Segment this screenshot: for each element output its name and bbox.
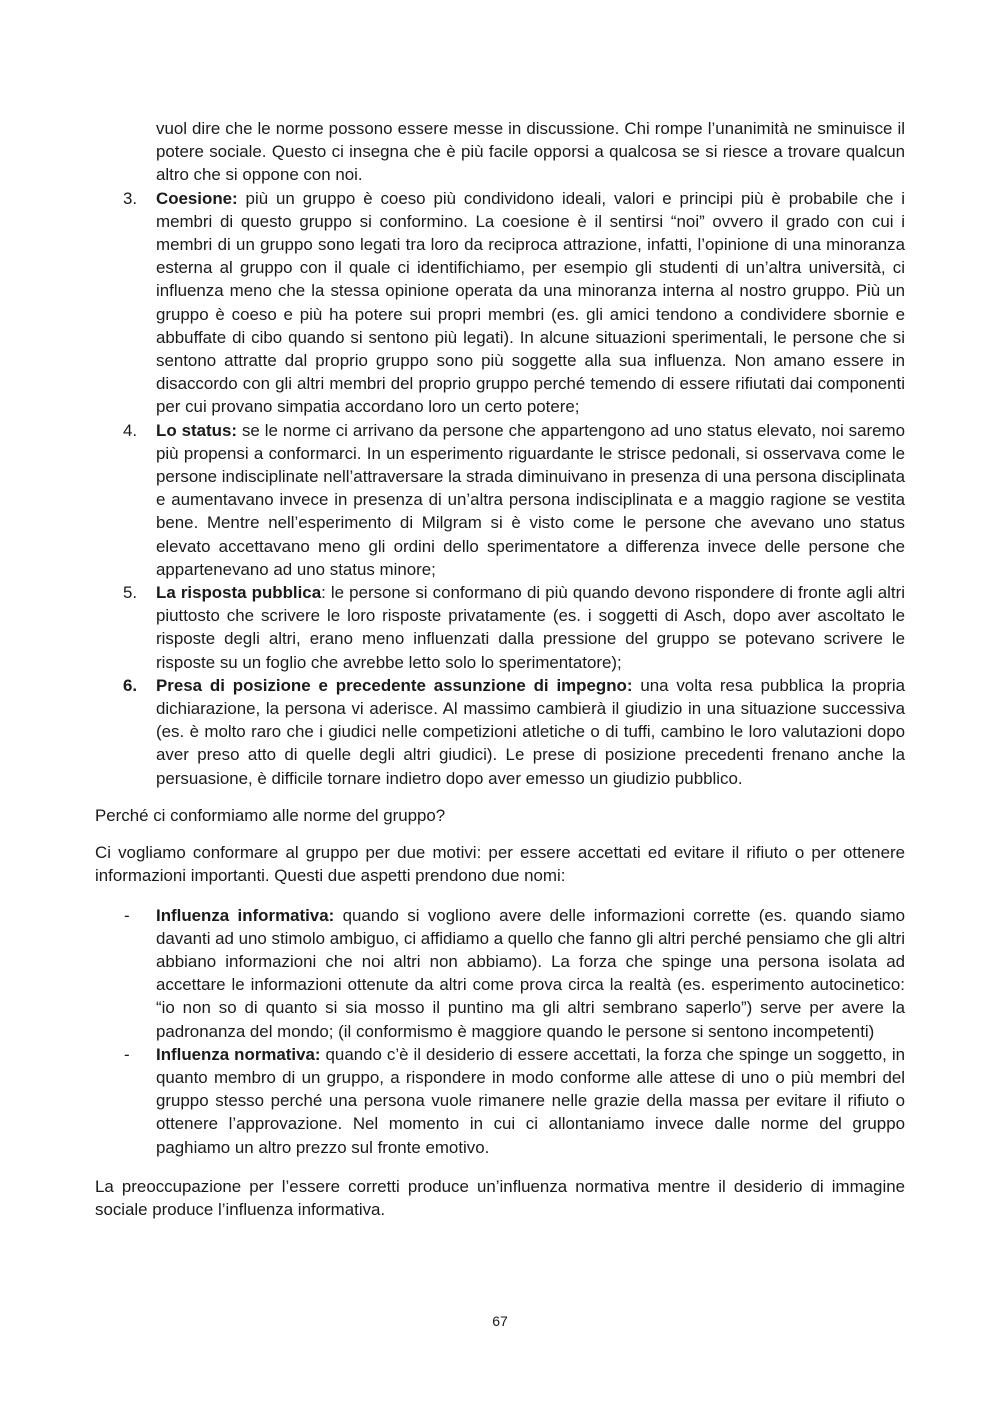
bullet-dash: - — [124, 1044, 130, 1064]
list-number: 4. — [123, 420, 138, 440]
bullet-item-normativa — [95, 1043, 905, 1159]
list-item-coesione — [95, 187, 905, 419]
list-item-body: una volta resa pubblica la propria dichiarazione, la persona vi aderisce. Al massimo cambierà il giudizio in una situazione successiva (es. è molto raro che i giudici nelle competizioni atletiche o di tuffi, cambino le loro valutazioni dopo aver preso atto di quelle degli altri giudici). Le prese di posizione precedenti frenano anche la persuasione, è difficile tornare indietro dopo aver emesso un giudizio pubblico. — [156, 675, 905, 788]
bullet-text — [156, 904, 905, 1043]
bullet-item-informativa — [95, 904, 905, 1043]
question-paragraph: Perché ci conformiamo alle norme del gruppo? — [95, 805, 446, 825]
closing-paragraph: La preoccupazione per l’essere corretti produce un’influenza normativa mentre il desiderio di immagine sociale produce l’influenza informativa. — [95, 1176, 905, 1219]
list-item-text — [156, 187, 905, 419]
list-item-text — [156, 419, 905, 581]
list-item-body: più un gruppo è coeso più condividono ideali, valori e principi più è probabile che i membri di questo gruppo si conformino. La coesione è il sentirsi “noi” ovvero il grado con cui i membri di un gruppo sono legati tra loro da reciproca attrazione, infatti, l’opinione di una minoranza esterna al gruppo con il quale ci identifichiamo, per esempio gli studenti di un’altra università, ci influenza meno che la stessa opinione operata da una minoranza interna al nostro gruppo. Più un gruppo è coeso e più ha potere sui propri membri (es. gli amici tendono a condividere sbornie e abbuffate di cibo quando si sentono più legati). In alcune situazioni sperimentali, le persone che si sentono attratte dal proprio gruppo sono più soggette alla sua influenza. Non amano essere in disaccordo con gli altri membri del proprio gruppo perché temendo di essere rifiutati dai componenti per cui provano simpatia accordano loro un certo potere; — [156, 188, 905, 417]
list-item-term: Coesione: — [156, 188, 238, 208]
list-item-text — [156, 581, 905, 674]
list-item-term: Lo status: — [156, 420, 237, 440]
list-item-text — [156, 674, 905, 790]
spacer — [95, 790, 905, 804]
list-item-body: se le norme ci arrivano da persone che appartengono ad uno status elevato, noi saremo più propensi a conformarci. In un esperimento riguardante le strisce pedonali, si osservava come le persone indisciplinate nell’attraversare la strada diminuivano in presenza di una persona disciplinata e aumentavano invece in presenza di un’altra persona indisciplinata e a maggio ragione se vestita bene. Mentre nell’esperimento di Milgram si è visto come le persone che avevano uno status elevato accettavano meno gli ordini dello sperimentatore a differenza invece delle persone che appartenevano ad uno status minore; — [156, 420, 905, 579]
motives-paragraph: Ci vogliamo conformare al gruppo per due motivi: per essere accettati ed evitare il rifiuto o per ottenere informazioni importanti. Questi due aspetti prendono due nomi: — [95, 843, 905, 886]
spacer — [95, 827, 905, 841]
spacer — [95, 888, 905, 904]
spacer — [95, 1159, 905, 1175]
bullet-term: Influenza informativa: — [156, 905, 335, 925]
list-number: 5. — [123, 583, 138, 603]
list-item-body: : le persone si conformano di più quando devono rispondere di fronte agli altri piuttosto che scrivere le loro risposte privatamente (es. i soggetti di Asch, dopo aver ascoltato le risposte degli altri, erano meno influenzati dalla pressione del gruppo se potevano scrivere le risposte su un foglio che avrebbe letto solo lo sperimentatore); — [156, 583, 905, 672]
document-page — [95, 117, 905, 1221]
list-item-presa-di-posizione — [95, 674, 905, 790]
bullet-term: Influenza normativa: — [156, 1044, 321, 1064]
bullet-body: quando c’è il desiderio di essere accettati, la forza che spinge un soggetto, in quanto membro di un gruppo, a rispondere in modo conforme alle attese di uno o più membri del gruppo stesso perché una persona vuole rimanere nelle grazie della massa per evitare il rifiuto o ottenere l’approvazione. Nel momento in cui ci allontaniamo invece dalle norme del gruppo paghiamo un altro prezzo sul fronte emotivo. — [156, 1044, 905, 1157]
bullet-dash: - — [124, 905, 130, 925]
list-item-term: La risposta pubblica — [156, 583, 322, 603]
bullet-body: quando si vogliono avere delle informazioni corrette (es. quando siamo davanti ad uno stimolo ambiguo, ci affidiamo a quello che fanno gli altri perché pensiamo che gli altri abbiano informazioni che noi altri non abbiamo). La forza che spinge una persona isolata ad accettare le informazioni ottenute da altri come prova circa la realtà (es. esperimento autocinetico: “io non so di quanto si sia mosso il puntino ma gli altri sembrano saperlo”) serve per avere la padronanza del mondo; (il conformismo è maggiore quando le persone si sentono incompetenti) — [156, 905, 905, 1041]
list-number: 6. — [123, 675, 138, 695]
bullet-text — [156, 1043, 905, 1159]
list-number: 3. — [123, 188, 138, 208]
page-number: 67 — [492, 1313, 508, 1329]
intro-continuation: vuol dire che le norme possono essere messe in discussione. Chi rompe l’unanimità ne sminuisce il potere sociale. Questo ci insegna che è più facile opporsi a qualcosa se si riesce a trovare qualcun altro che si oppone con noi. — [156, 119, 905, 185]
list-item-term: Presa di posizione e precedente assunzione di impegno: — [156, 675, 633, 695]
list-item-risposta-pubblica — [95, 581, 905, 674]
list-item-status — [95, 419, 905, 581]
